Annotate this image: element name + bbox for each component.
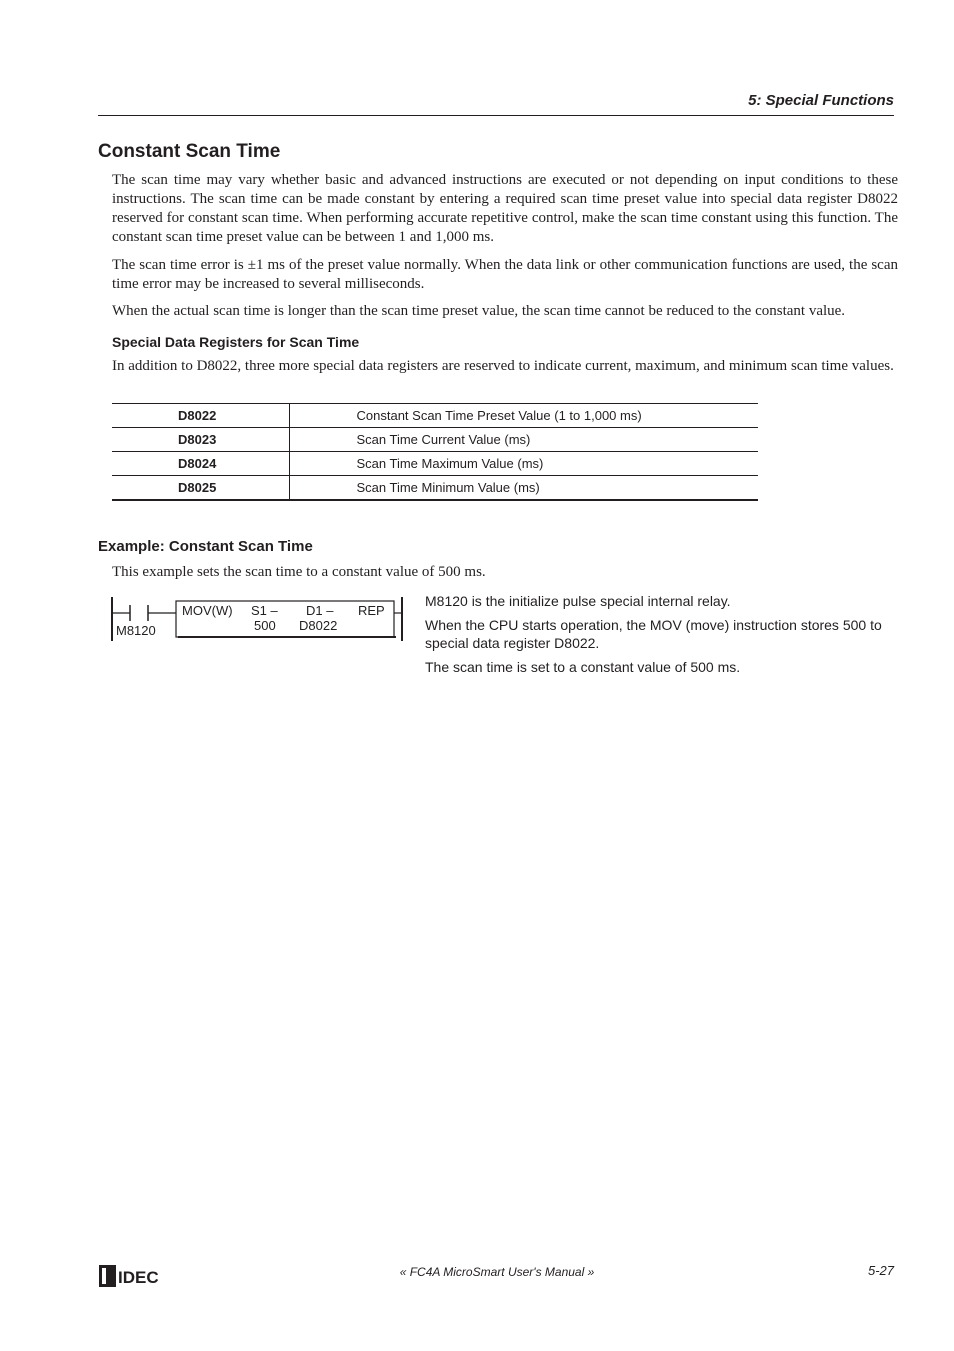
section-title: Constant Scan Time bbox=[98, 141, 281, 162]
registers-intro: In addition to D8022, three more special data registers are reserved to indicate current, maximum, and minimum scan time values. bbox=[112, 358, 894, 374]
s1-label: S1 – bbox=[251, 603, 278, 618]
note-1: M8120 is the initialize pulse special internal relay. bbox=[425, 593, 731, 609]
registers-table bbox=[112, 403, 758, 501]
note-2: When the CPU starts operation, the MOV (move) instruction stores 500 to special data register D8022. bbox=[425, 617, 882, 651]
header-divider bbox=[98, 115, 894, 116]
note-3: The scan time is set to a constant value of 500 ms. bbox=[425, 659, 741, 675]
d1-label: D1 – bbox=[306, 603, 334, 618]
description-cell: Constant Scan Time Preset Value (1 to 1,000 ms) bbox=[289, 404, 758, 428]
logo-text: IDEC bbox=[118, 1268, 159, 1287]
description-cell: Scan Time Current Value (ms) bbox=[289, 428, 758, 452]
example-intro: This example sets the scan time to a constant value of 500 ms. bbox=[112, 564, 486, 580]
register-cell: D8022 bbox=[112, 404, 289, 428]
table-row bbox=[112, 404, 758, 428]
register-cell: D8023 bbox=[112, 428, 289, 452]
table-row bbox=[112, 428, 758, 452]
register-cell: D8024 bbox=[112, 452, 289, 476]
table-row bbox=[112, 452, 758, 476]
rep-label: REP bbox=[358, 603, 385, 618]
ladder-diagram bbox=[108, 593, 408, 645]
register-cell: D8025 bbox=[112, 476, 289, 501]
page-number: 5-27 bbox=[867, 1263, 894, 1278]
footer-manual-title: « FC4A MicroSmart User's Manual » bbox=[399, 1265, 595, 1279]
example-title: Example: Constant Scan Time bbox=[98, 538, 313, 555]
registers-subtitle: Special Data Registers for Scan Time bbox=[112, 334, 360, 350]
contact-label: M8120 bbox=[116, 623, 156, 638]
body-paragraph-3: When the actual scan time is longer than the scan time preset value, the scan time cannot be reduced to the constant value. bbox=[112, 303, 846, 319]
body-paragraph-2: The scan time error is ±1 ms of the preset value normally. When the data link or other communication functions are used, the scan time error may be increased to several milliseconds. bbox=[112, 257, 898, 292]
body-paragraph-1: The scan time may vary whether basic and advanced instructions are executed or not depending on input conditions to these instructions. The scan time can be made constant by entering a required scan time preset value into special data register D8022 reserved for constant scan time. When performing accurate repetitive control, make the scan time constant using this function. The constant scan time preset value can be between 1 and 1,000 ms. bbox=[112, 172, 898, 245]
description-cell: Scan Time Maximum Value (ms) bbox=[289, 452, 758, 476]
s1-value: 500 bbox=[254, 618, 276, 633]
description-cell: Scan Time Minimum Value (ms) bbox=[289, 476, 758, 501]
d1-value: D8022 bbox=[299, 618, 338, 633]
table-row bbox=[112, 476, 758, 501]
chapter-header: 5: Special Functions bbox=[748, 92, 894, 109]
instruction-name: MOV(W) bbox=[182, 603, 233, 618]
